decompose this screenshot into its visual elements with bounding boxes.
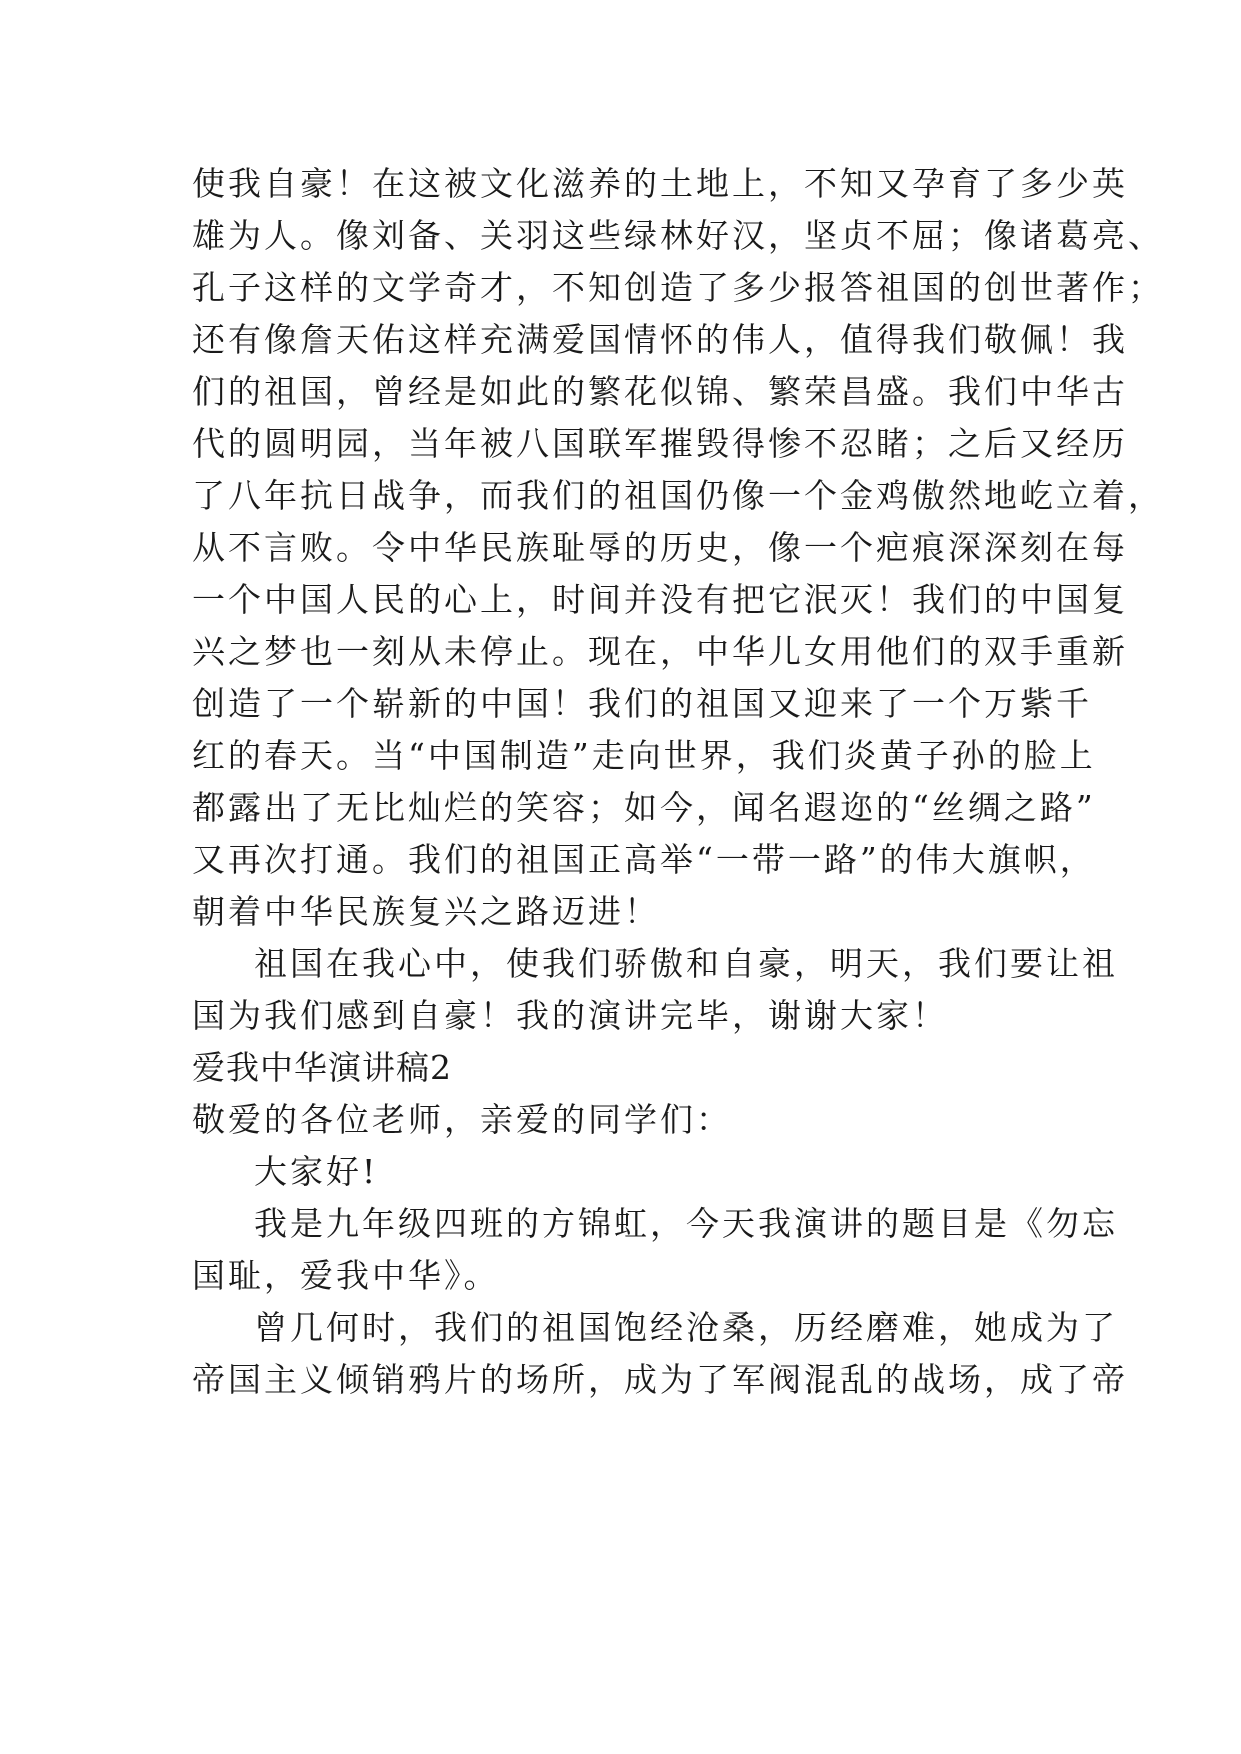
- text-line: 朝着中华民族复兴之路迈进！: [192, 892, 660, 931]
- text-line: 了八年抗日战争，而我们的祖国仍像一个金鸡傲然地屹立着，: [192, 476, 1164, 515]
- greeting: 大家好!: [254, 1152, 379, 1191]
- text-line: 雄为人。像刘备、关羽这些绿林好汉，坚贞不屈；像诸葛亮、: [192, 216, 1164, 255]
- text-line: 红的春天。当“中国制造”走向世界，我们炎黄子孙的脸上: [192, 736, 1096, 775]
- salutation: 敬爱的各位老师，亲爱的同学们：: [192, 1100, 732, 1139]
- text-line: 都露出了无比灿烂的笑容；如今，闻名遐迩的“丝绸之路”: [192, 788, 1096, 827]
- text-line: 使我自豪！在这被文化滋养的土地上，不知又孕育了多少英: [192, 164, 1128, 203]
- text-line: 从不言败。令中华民族耻辱的历史，像一个疤痕深深刻在每: [192, 528, 1128, 567]
- text-line: 们的祖国，曾经是如此的繁花似锦、繁荣昌盛。我们中华古: [192, 372, 1128, 411]
- text-line: 代的圆明园，当年被八国联军摧毁得惨不忍睹；之后又经历: [192, 424, 1128, 463]
- text-line: 还有像詹天佑这样充满爱国情怀的伟人，值得我们敬佩！我: [192, 320, 1128, 359]
- text-line: 祖国在我心中，使我们骄傲和自豪，明天，我们要让祖: [254, 944, 1118, 983]
- text-line: 一个中国人民的心上，时间并没有把它泯灭！我们的中国复: [192, 580, 1128, 619]
- text-line: 兴之梦也一刻从未停止。现在，中华儿女用他们的双手重新: [192, 632, 1128, 671]
- text-line: 创造了一个崭新的中国！我们的祖国又迎来了一个万紫千: [192, 684, 1092, 723]
- section-heading: 爱我中华演讲稿2: [192, 1048, 452, 1087]
- text-line: 曾几何时，我们的祖国饱经沧桑，历经磨难，她成为了: [254, 1308, 1118, 1347]
- text-line: 又再次打通。我们的祖国正高举“一带一路”的伟大旗帜，: [192, 840, 1096, 879]
- text-line: 帝国主义倾销鸦片的场所，成为了军阀混乱的战场，成了帝: [192, 1360, 1128, 1399]
- text-line: 国为我们感到自豪！我的演讲完毕，谢谢大家！: [192, 996, 948, 1035]
- text-line: 孔子这样的文学奇才，不知创造了多少报答祖国的创世著作；: [192, 268, 1164, 307]
- text-line: 我是九年级四班的方锦虹，今天我演讲的题目是《勿忘: [254, 1204, 1118, 1243]
- text-line: 国耻，爱我中华》。: [192, 1256, 500, 1295]
